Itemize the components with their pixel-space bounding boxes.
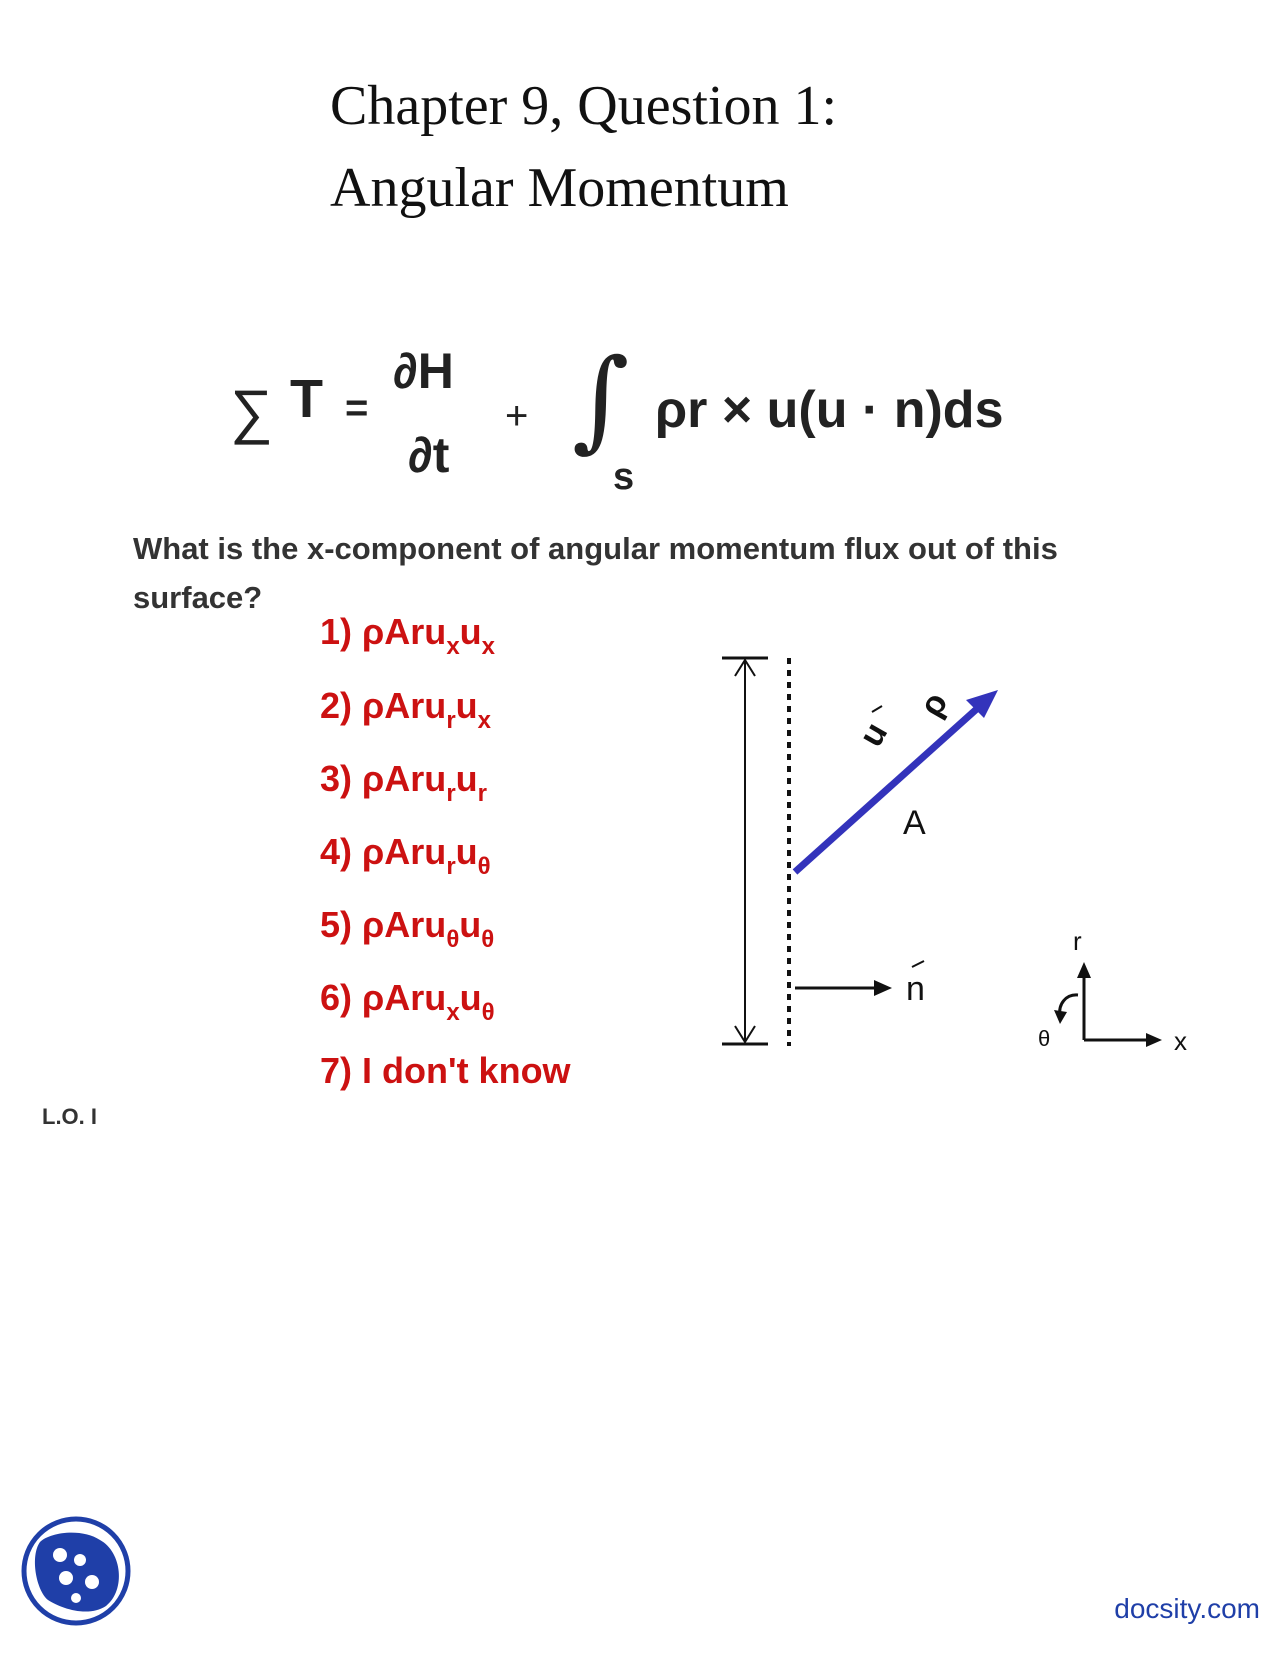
learning-objective: L.O. I	[42, 1104, 97, 1129]
theta-arrowhead	[1054, 1010, 1067, 1024]
theta-label: θ	[1038, 1026, 1051, 1051]
option-3[interactable]: 3) $\rho Aru_ru_r$	[320, 758, 487, 807]
velocity-vector-mark	[872, 706, 882, 712]
brand-link[interactable]: docsity.com	[1114, 1593, 1260, 1624]
normal-label: n	[906, 970, 925, 1008]
sum-symbol: ∑	[230, 378, 273, 445]
option-4[interactable]: 4) $\rho Aru_ru_\theta$	[320, 831, 491, 880]
velocity-label: u	[851, 715, 896, 753]
normal-vector-mark	[912, 961, 924, 967]
question-text: What is the x-component of angular momentum flux out of this surface?	[133, 531, 1058, 615]
torque-symbol: T	[290, 369, 323, 429]
equals-sign: =	[345, 386, 369, 430]
r-axis-arrowhead	[1077, 962, 1091, 978]
density-label: ρ	[911, 685, 956, 723]
numerator: ∂H	[393, 343, 454, 399]
option-6[interactable]: 6) $\rho Aru_xu_\theta$	[320, 977, 495, 1026]
option-2[interactable]: 2) $\rho Aru_ru_x$	[320, 685, 492, 734]
page-title: Chapter 9, Question 1:	[330, 75, 838, 137]
normal-arrowhead	[874, 980, 892, 996]
integral-subscript: s	[613, 456, 635, 498]
integrand: ρr × u(u · n)ds	[655, 381, 1004, 439]
option-7[interactable]: 7) I don't know	[320, 1050, 571, 1091]
r-axis-label: r	[1073, 926, 1082, 956]
x-axis-arrowhead	[1146, 1033, 1162, 1047]
denominator: ∂t	[408, 427, 450, 483]
option-5[interactable]: 5) $\rho Aru_\theta u_\theta$	[320, 904, 495, 953]
x-axis-label: x	[1174, 1026, 1187, 1056]
option-1[interactable]: 1) $\rho Aru_xu_x$	[320, 611, 496, 660]
integral-symbol: ∫	[572, 335, 630, 463]
page-subtitle: Angular Momentum	[330, 157, 789, 219]
plus-sign: +	[505, 394, 529, 438]
area-label: A	[903, 804, 926, 842]
